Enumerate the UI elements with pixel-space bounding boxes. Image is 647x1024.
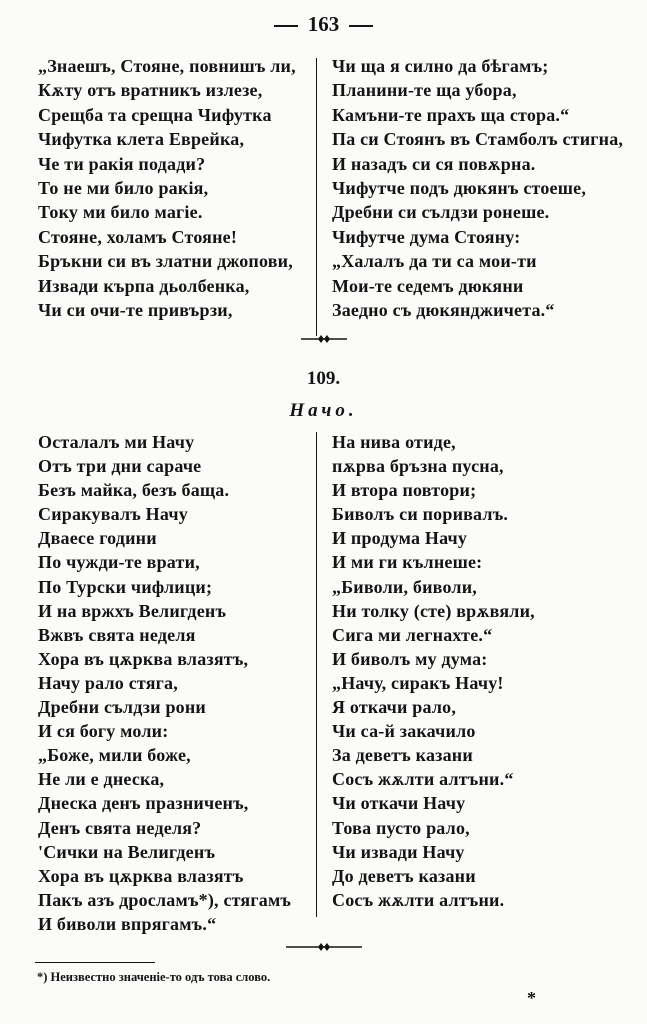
verse-line: Днеска денъ празниченъ, — [38, 793, 249, 814]
verse-line: Дребни сълдзи рони — [38, 697, 206, 718]
verse-line: И продума Начу — [332, 528, 468, 549]
verse-line: Начу рало стяга, — [38, 672, 178, 693]
verse-line: Биволъ си поривалъ. — [332, 504, 509, 525]
verse-line: Хора въ цѫрква влазятъ, — [38, 648, 249, 669]
verse-line: 'Сички на Велигденъ — [38, 841, 216, 862]
verse-line: И ми ги кълнеше: — [332, 552, 483, 573]
verse-line: Кѫту отъ вратникъ излезе, — [38, 80, 263, 101]
verse-line: Сиракувалъ Начу — [38, 504, 188, 525]
verse-line: Ни толку (сте) врѫвяли, — [332, 600, 535, 621]
verse-line: Пакъ азъ дрoсламъ*), стягамъ — [38, 889, 292, 910]
verse-line: Сига ми легнахте.“ — [332, 624, 493, 645]
column-divider-bottom — [316, 432, 317, 917]
footnote-rule — [35, 962, 155, 963]
footnote: *) Неизвестно значеніе-то одъ това слово. — [37, 970, 271, 984]
verse-line: Чифутка клета Еврейка, — [38, 129, 245, 150]
verse-line: Безъ майка, безъ баща. — [38, 480, 230, 501]
verse-line: Че ти ракія подади? — [38, 153, 206, 174]
poem-number: 109. — [306, 368, 341, 389]
verse-line: Чи си очи-те привързи, — [38, 299, 233, 320]
verse-line: Чи откачи Начу — [332, 793, 466, 814]
verse-line: пѫрва бръзна пусна, — [332, 456, 504, 477]
verse-line: И на вржхъ Велигденъ — [38, 600, 227, 621]
verse-line: Сосъ жѫлти алтъни. — [332, 889, 505, 910]
verse-line: И ся богу моли: — [38, 721, 169, 742]
poem-109-left-column — [38, 430, 291, 936]
verse-line: Двaeсе години — [38, 528, 157, 549]
verse-line: До деветъ казани — [332, 865, 476, 886]
verse-line: Не ли е днеска, — [38, 769, 165, 790]
page-number: 163 — [307, 12, 340, 36]
verse-line: Дребни си сълдзи ронеше. — [332, 202, 550, 223]
verse-line: Камъни-те прахъ ща стора.“ — [332, 104, 570, 125]
verse-line: Хора въ цѫрква влазятъ — [38, 865, 244, 886]
verse-line: Това пусто рало, — [332, 817, 470, 838]
verse-line: „Биволи, биволи, — [332, 576, 478, 597]
verse-line: Вжвъ свята неделя — [38, 624, 196, 645]
verse-line: Па си Стоянъ въ Стамболъ стигна, — [332, 129, 624, 150]
verse-line: И биволи впрягамъ.“ — [38, 913, 217, 934]
verse-line: Отъ три дни сараче — [38, 456, 202, 477]
column-divider-top — [316, 58, 317, 336]
verse-line: Срещба та срещна Чифутка — [38, 104, 272, 125]
verse-line: Заедно съ дюкянджичета.“ — [332, 299, 555, 320]
verse-line: По Турски чифлици; — [38, 576, 213, 597]
poem-108-left-column — [38, 54, 296, 322]
poem-108-right-column — [332, 54, 623, 322]
verse-line: „Боже, мили боже, — [38, 745, 191, 766]
verse-line: И назадъ си ся повѫрна. — [332, 153, 536, 174]
verse-line: Чифутче подъ дюкянъ стоеше, — [332, 177, 587, 198]
verse-line: Осталалъ ми Начу — [38, 432, 195, 452]
verse-line: За деветъ казани — [332, 745, 473, 766]
end-ornament — [0, 938, 647, 957]
verse-line: „Знаешъ, Стояне, повнишъ ли, — [38, 56, 296, 76]
verse-line: Чи са-й закачило — [332, 721, 476, 742]
verse-line: Денъ свята неделя? — [38, 817, 202, 838]
verse-line: По чужди-те врати, — [38, 552, 200, 573]
verse-line: Току ми било магіе. — [38, 202, 203, 223]
verse-line: Чи извади Начу — [332, 841, 465, 862]
verse-line: И биволъ му дума: — [332, 648, 488, 669]
verse-line: На нива отиде, — [332, 432, 456, 452]
verse-line: Чифутче дума Стояну: — [332, 226, 521, 247]
page-header — [0, 12, 647, 37]
verse-line: Чи ща я силно да бѣгамъ; — [332, 56, 549, 76]
verse-line: Стояне, холамъ Стояне! — [38, 226, 238, 247]
verse-line: То не ми било ракія, — [38, 177, 209, 198]
header-dash-left — [274, 25, 298, 27]
signature-mark: * — [527, 988, 536, 1008]
verse-line: Бръкни си въ златни джопови, — [38, 251, 293, 272]
verse-line: „Начу, сиракъ Начу! — [332, 672, 504, 693]
verse-line: Мои-те седемъ дюкяни — [332, 275, 524, 296]
verse-line: „Халалъ да ти са мои-ти — [332, 251, 537, 272]
verse-line: Извади кърпа дьолбенка, — [38, 275, 250, 296]
verse-line: Планини-те ща убора, — [332, 80, 517, 101]
poem-title: Начо. — [289, 400, 358, 421]
header-dash-right — [349, 25, 373, 27]
section-ornament — [0, 330, 647, 349]
poem-109-right-column — [332, 430, 535, 912]
verse-line: Я откачи рало, — [332, 697, 457, 718]
verse-line: И втора повтори; — [332, 480, 477, 501]
verse-line: Сосъ жѫлти алтъни.“ — [332, 769, 514, 790]
